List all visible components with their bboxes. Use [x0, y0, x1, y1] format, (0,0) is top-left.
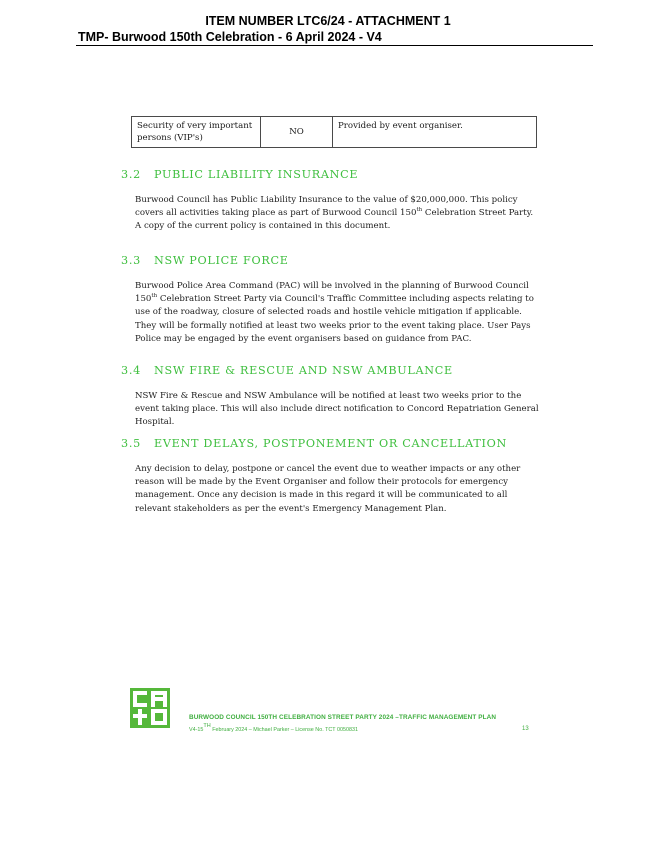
- footer-author: February 2024 – Michael Parker – License No. TCT 0050831: [210, 727, 358, 733]
- table-cell-note: Provided by event organiser.: [333, 117, 537, 148]
- section-body-public-liability: [135, 194, 540, 234]
- section-heading-fire-ambulance: [121, 364, 453, 377]
- section-number: 3.4: [121, 364, 141, 377]
- section-heading-police-force: [121, 254, 289, 267]
- footer-version: V4-15: [189, 727, 204, 733]
- section-title: NSW FIRE & RESCUE AND NSW AMBULANCE: [154, 364, 453, 377]
- section-heading-event-delays: [121, 437, 507, 450]
- table-row: [132, 117, 537, 148]
- superscript: th: [151, 293, 158, 300]
- body-text: NSW Fire & Rescue and NSW Ambulance will be notified at least two weeks prior to the event taking place. This will also include direct notification to Concord Repatriation General Hospital.: [135, 391, 539, 428]
- ctc-logo-icon: [130, 688, 170, 728]
- body-text: Burwood Police Area Command (PAC) will be involved in the planning of Burwood Council 150: [135, 281, 529, 305]
- section-body-fire-ambulance: [135, 390, 540, 430]
- ctc-logo: [130, 688, 170, 728]
- table-cell-item: Security of very important persons (VIP's): [132, 117, 261, 148]
- item-number-header: ITEM NUMBER LTC6/24 - ATTACHMENT 1: [205, 14, 451, 28]
- requirements-table: [131, 116, 537, 148]
- section-body-police-force: [135, 280, 540, 346]
- footer-subtitle: [189, 723, 358, 733]
- superscript: th: [416, 207, 423, 214]
- body-text: Burwood Council has Public Liability Insurance to the value of $20,000,000. This policy covers all activities taking place as part of Burwood Council 150: [135, 195, 518, 219]
- superscript: TH: [203, 723, 211, 729]
- section-number: 3.3: [121, 254, 141, 267]
- section-title: PUBLIC LIABILITY INSURANCE: [154, 168, 359, 181]
- body-text: Celebration Street Party. A copy of the current policy is contained in this document.: [135, 208, 534, 232]
- document-title-header: TMP- Burwood 150th Celebration - 6 April 2024 - V4: [78, 30, 382, 44]
- section-number: 3.5: [121, 437, 141, 450]
- section-title: NSW POLICE FORCE: [154, 254, 289, 267]
- body-text: Celebration Street Party via Council's Traffic Committee including aspects relating to use of the roadway, closure of selected roads and hostile vehicle mitigation if applicable. They will be formally notified at least two weeks prior to the event taking place. User Pays Police may be engaged by the event organisers based on guidance from PAC.: [135, 294, 534, 344]
- section-number: 3.2: [121, 168, 141, 181]
- section-body-event-delays: [135, 463, 540, 516]
- footer-title: BURWOOD COUNCIL 150TH CELEBRATION STREET PARTY 2024 –TRAFFIC MANAGEMENT PLAN: [189, 714, 497, 721]
- body-text: Any decision to delay, postpone or cancel the event due to weather impacts or any other reason will be made by the Event Organiser and follow their protocols for emergency management. Once any decision is made in this regard it will be communicated to all relevant stakeholders as per the event's Emergency Management Plan.: [135, 464, 521, 514]
- table-cell-answer: NO: [261, 117, 333, 148]
- page-number: 13: [522, 726, 529, 732]
- section-heading-public-liability: [121, 168, 358, 181]
- header-divider: [76, 45, 593, 46]
- section-title: EVENT DELAYS, POSTPONEMENT OR CANCELLATION: [154, 437, 507, 450]
